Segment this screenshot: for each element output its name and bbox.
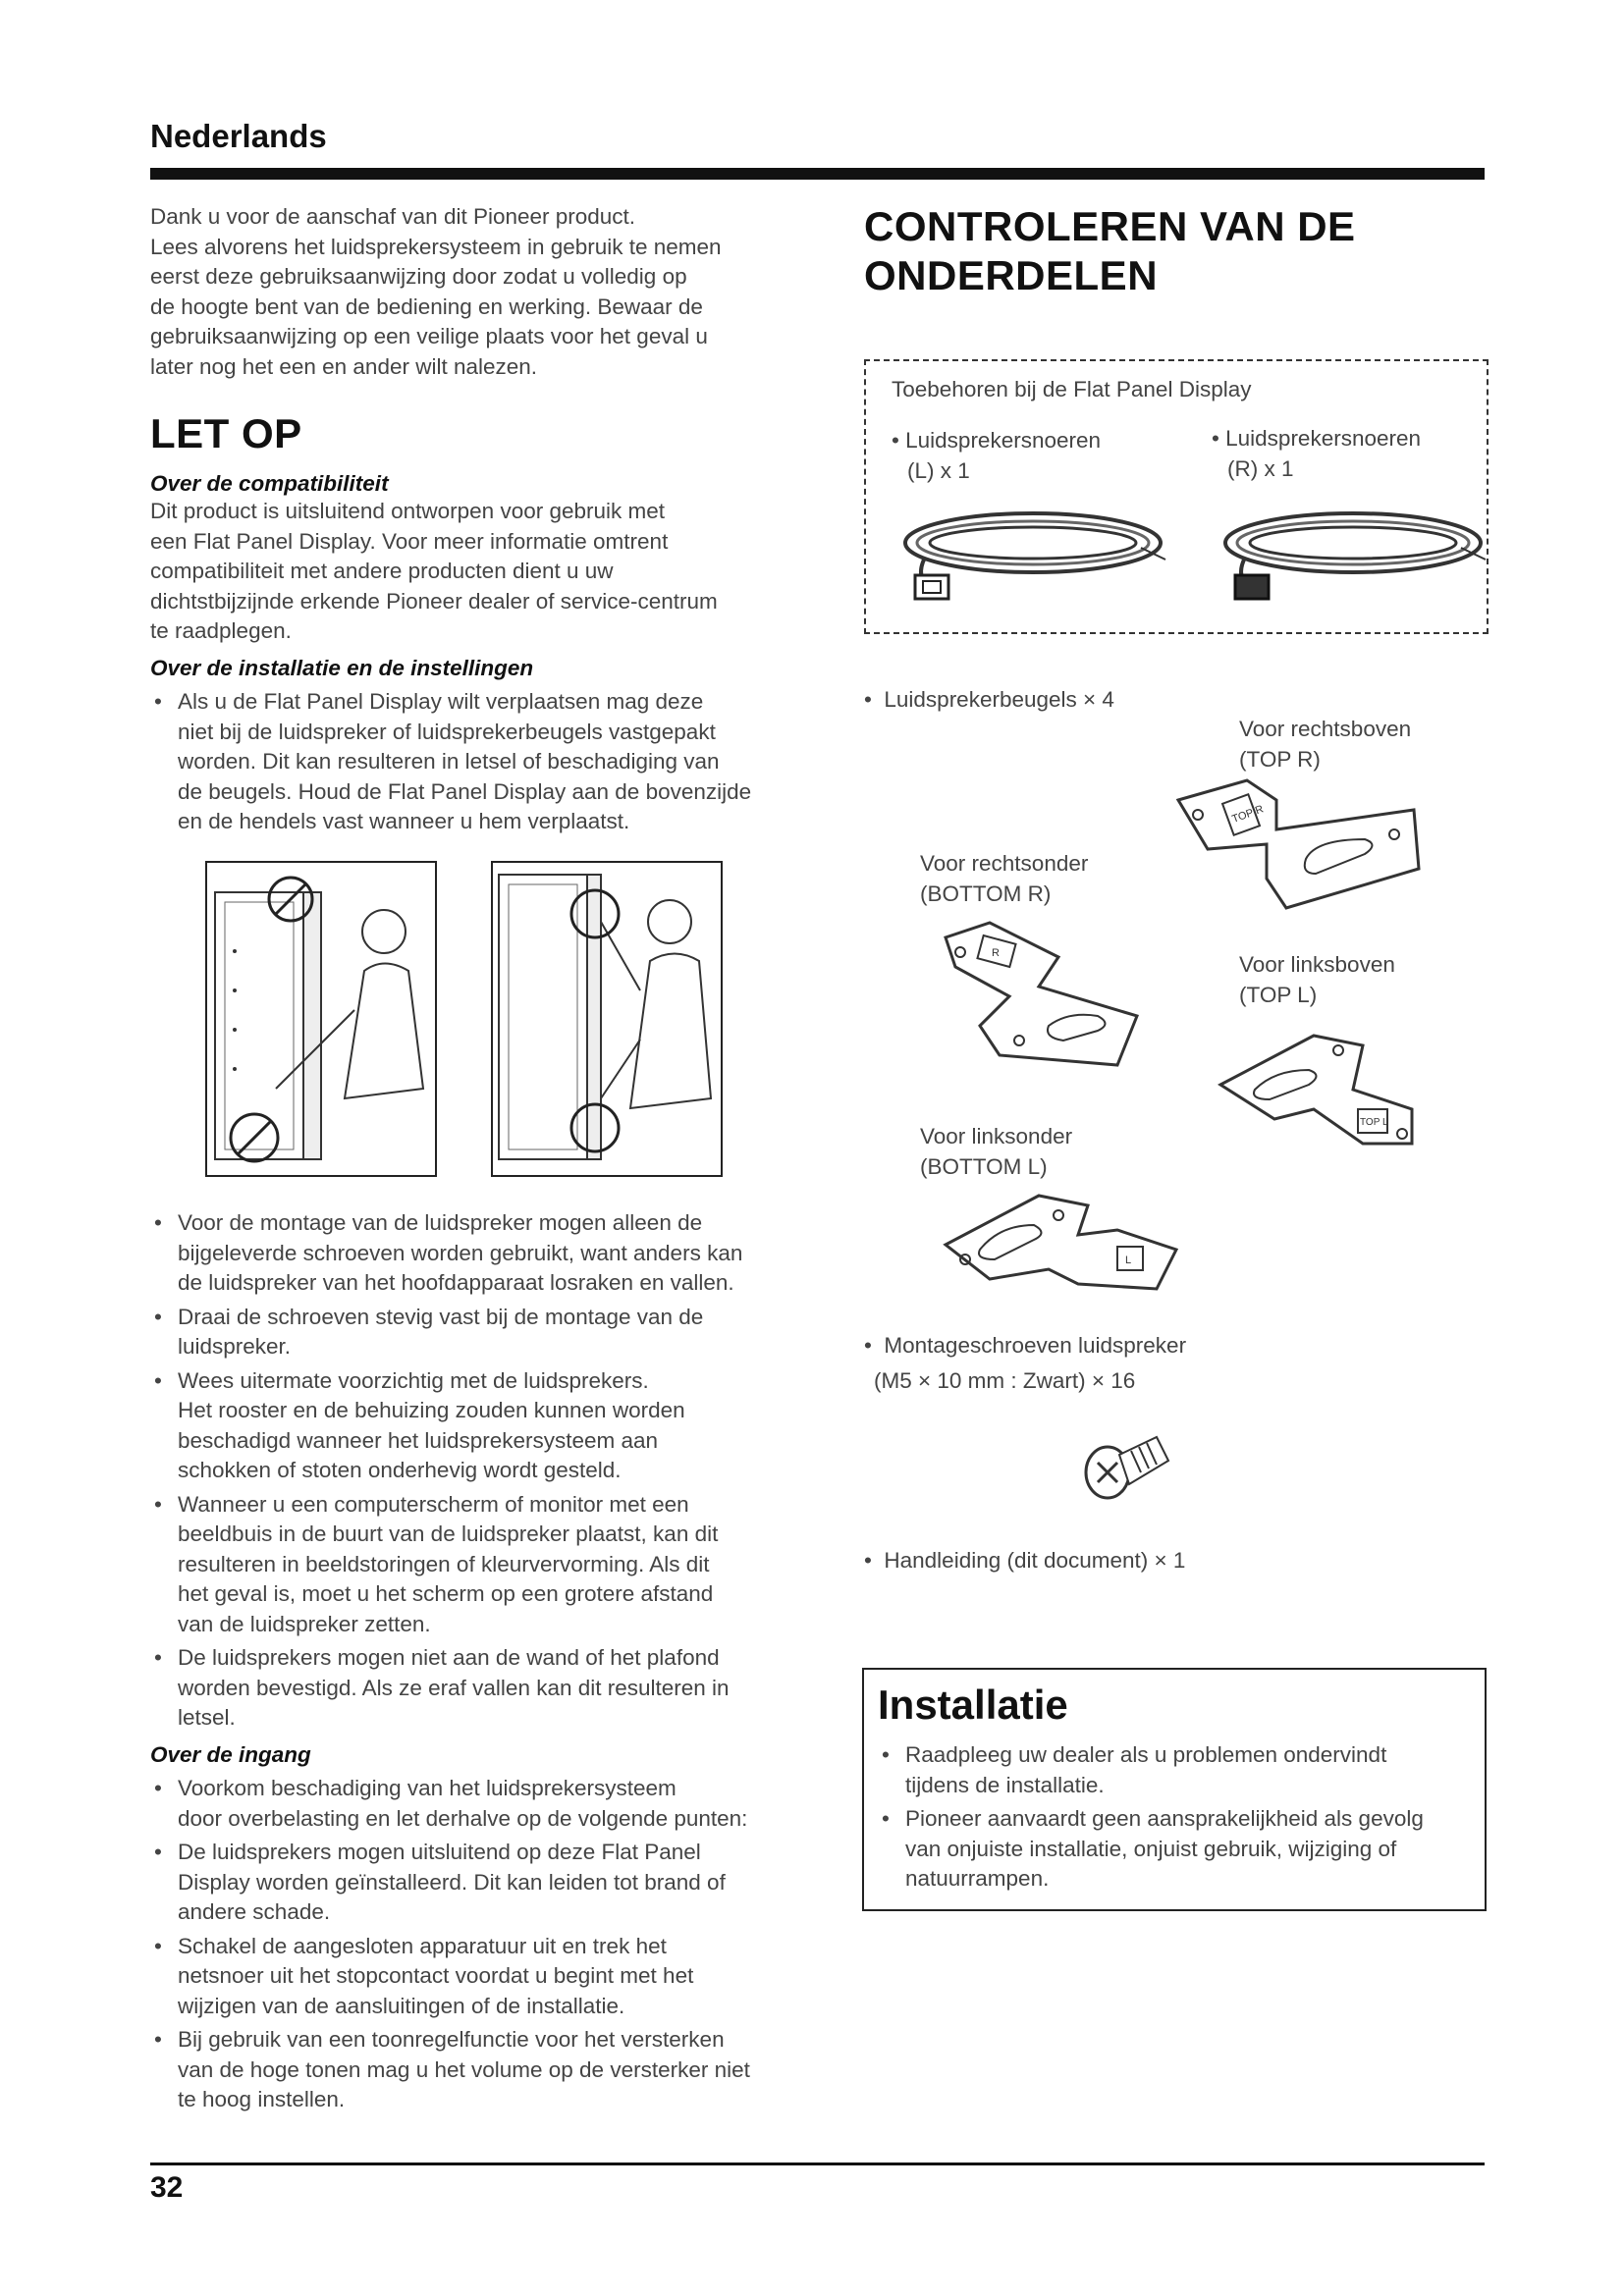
list-item-line: worden bevestigd. Als ze eraf vallen kan dit resulteren in <box>178 1675 730 1700</box>
bracket-bottom-r-line1: Voor rechtsonder <box>920 851 1089 876</box>
bracket-bottom-l-line1: Voor linksonder <box>920 1124 1073 1148</box>
list-item-line: • De luidsprekers mogen niet aan de wand of het plafond <box>178 1645 720 1670</box>
brackets-label: • Luidsprekerbeugels × 4 <box>864 687 1114 712</box>
text-line: compatibiliteit met andere producten dient u uw <box>150 559 614 583</box>
list-item-line: te hoog instellen. <box>178 2087 346 2111</box>
screw-icon <box>1080 1423 1173 1507</box>
text-line: de hoogte bent van de bediening en werking. Bewaar de <box>150 294 703 319</box>
cord-left-illustration <box>886 499 1170 607</box>
bracket-bottom-r-line2: (BOTTOM R) <box>920 881 1052 906</box>
list-item-line: het geval is, moet u het scherm op een grotere afstand <box>178 1581 714 1606</box>
bracket-bottom-l-label <box>920 1122 1072 1182</box>
bracket-bottom-l-illustration <box>941 1186 1186 1294</box>
language-heading: Nederlands <box>150 118 327 154</box>
list-item-line: Het rooster en de behuizing zouden kunnen worden <box>178 1398 685 1422</box>
figure-lift-wrong <box>205 861 437 1177</box>
text-line: Dit product is uitsluitend ontworpen voor gebruik met <box>150 499 666 523</box>
list-item-line: tijdens de installatie. <box>905 1772 1105 1797</box>
intro-text <box>150 202 788 382</box>
list-item-line: • Als u de Flat Panel Display wilt verplaatsen mag deze <box>178 689 704 714</box>
list-item-line: natuurrampen. <box>905 1866 1050 1891</box>
cord-right-illustration <box>1206 499 1490 607</box>
text-line: later nog het een en ander wilt nalezen. <box>150 353 538 379</box>
list-item <box>878 1740 1467 1800</box>
cord-right-line1: • Luidsprekersnoeren <box>1212 426 1422 451</box>
list-item-line: netsnoer uit het stopcontact voordat u begint met het <box>178 1963 694 1988</box>
text-line: Dank u voor de aanschaf van dit Pioneer product. <box>150 204 636 229</box>
figure-lift-right <box>491 861 723 1177</box>
accessories-box <box>864 359 1489 634</box>
text-line: Lees alvorens het luidsprekersysteem in gebruik te nemen <box>150 234 722 259</box>
bracket-top-l-mark: TOP L <box>1360 1117 1388 1128</box>
footer-rule <box>150 2163 1485 2165</box>
list-item-line: van onjuiste installatie, onjuist gebruik, wijziging of <box>905 1836 1397 1861</box>
cord-left-line1: • Luidsprekersnoeren <box>892 428 1102 453</box>
header-rule <box>150 168 1485 180</box>
list-item <box>150 2025 798 2115</box>
list-item-line: resulteren in beeldstoringen of kleurvervorming. Als dit <box>178 1551 710 1576</box>
list-item <box>150 687 798 837</box>
list-item <box>150 1774 798 1834</box>
bracket-top-r-line1: Voor rechtsboven <box>1239 717 1412 741</box>
list-item <box>150 1303 798 1362</box>
accessories-heading: Toebehoren bij de Flat Panel Display <box>892 377 1252 401</box>
screws-spec: (M5 × 10 mm : Zwart) × 16 <box>874 1368 1136 1393</box>
cord-right-line2: (R) x 1 <box>1227 455 1294 481</box>
installatie-bullets <box>878 1740 1467 1898</box>
list-item-line: • Wees uitermate voorzichtig met de luidsprekers. <box>178 1367 649 1393</box>
list-item-line: • Voor de montage van de luidspreker mogen alleen de <box>178 1210 703 1235</box>
page-number: 32 <box>150 2171 184 2204</box>
list-item-line: door overbelasting en let derhalve op de volgende punten: <box>178 1805 748 1831</box>
input-heading: Over de ingang <box>150 1742 311 1767</box>
bracket-top-l-label <box>1239 950 1395 1010</box>
bracket-bottom-r-mark: R <box>992 947 1000 959</box>
list-item-line: en de hendels vast wanneer u hem verplaatst. <box>178 809 630 833</box>
text-line: eerst deze gebruiksaanwijzing door zodat u volledig op <box>150 264 687 289</box>
cord-right-label <box>1212 424 1421 484</box>
list-item-line: de luidspreker van het hoofdapparaat losraken en vallen. <box>178 1270 734 1295</box>
bracket-top-r-illustration <box>1168 771 1424 913</box>
bracket-bottom-l-line2: (BOTTOM L) <box>920 1153 1048 1179</box>
list-item-line: • De luidsprekers mogen uitsluitend op deze Flat Panel <box>178 1840 701 1864</box>
compat-text <box>150 497 788 647</box>
list-item-line: van de hoge tonen mag u het volume op de versterker niet <box>178 2056 750 2082</box>
install-bullets-1 <box>150 687 798 841</box>
list-item-line: • Draai de schroeven stevig vast bij de montage van de <box>178 1304 704 1329</box>
installatie-box <box>862 1668 1487 1911</box>
lift-illustration-1 <box>207 863 435 1175</box>
list-item <box>150 1643 798 1734</box>
list-item-line: • Pioneer aanvaardt geen aansprakelijkheid als gevolg <box>905 1806 1424 1831</box>
list-item-line: • Bij gebruik van een toonregelfunctie voor het versterken <box>178 2027 725 2052</box>
install-heading: Over de installatie en de instellingen <box>150 656 534 680</box>
install-bullets-2 <box>150 1208 798 1737</box>
text-line: dichtstbijzijnde erkende Pioneer dealer of service-centrum <box>150 588 718 614</box>
check-title-line1: CONTROLEREN VAN DE <box>864 203 1356 249</box>
cord-left-line2: (L) x 1 <box>907 457 970 483</box>
list-item <box>150 1208 798 1299</box>
check-title <box>864 202 1356 300</box>
list-item-line: de beugels. Houd de Flat Panel Display aan de bovenzijde <box>178 778 752 804</box>
screws-label: • Montageschroeven luidspreker <box>864 1333 1187 1358</box>
list-item-line: • Raadpleeg uw dealer als u problemen ondervindt <box>905 1742 1387 1767</box>
text-line: te raadplegen. <box>150 618 292 643</box>
list-item <box>150 1490 798 1640</box>
list-item <box>150 1366 798 1486</box>
list-item-line: niet bij de luidspreker of luidsprekerbeugels vastgepakt <box>178 719 716 744</box>
list-item-line: • Voorkom beschadiging van het luidsprekersysteem <box>178 1776 677 1800</box>
text-line: een Flat Panel Display. Voor meer informatie omtrent <box>150 528 669 554</box>
input-bullets <box>150 1774 798 2119</box>
list-item-line: • Wanneer u een computerscherm of monitor met een <box>178 1491 689 1517</box>
bracket-top-l-line2: (TOP L) <box>1239 982 1318 1007</box>
let-op-title: LET OP <box>150 410 302 456</box>
bracket-top-r-line2: (TOP R) <box>1239 746 1321 772</box>
bracket-top-l-illustration <box>1216 1016 1432 1153</box>
list-item-line: andere schade. <box>178 1899 331 1924</box>
bracket-top-l-line1: Voor linksboven <box>1239 952 1395 977</box>
list-item-line: wijzigen van de aansluitingen of de installatie. <box>178 1993 625 2018</box>
list-item-line: letsel. <box>178 1705 236 1730</box>
bracket-top-r-mark: TOP R <box>1230 803 1266 826</box>
lift-illustration-2 <box>493 863 721 1175</box>
bracket-bottom-l-mark: L <box>1125 1255 1132 1266</box>
list-item-line: Display worden geïnstalleerd. Dit kan leiden tot brand of <box>178 1869 726 1895</box>
list-item-line: luidspreker. <box>178 1334 292 1359</box>
list-item-line: worden. Dit kan resulteren in letsel of beschadiging van <box>178 749 720 774</box>
list-item-line: beeldbuis in de buurt van de luidspreker plaatst, kan dit <box>178 1522 719 1546</box>
bracket-top-r-label <box>1239 715 1411 774</box>
text-line: gebruiksaanwijzing op een veilige plaats voor het geval u <box>150 324 708 348</box>
list-item-line: van de luidspreker zetten. <box>178 1611 431 1636</box>
list-item <box>878 1804 1467 1895</box>
list-item-line: bijgeleverde schroeven worden gebruikt, want anders kan <box>178 1240 743 1265</box>
manual-label: • Handleiding (dit document) × 1 <box>864 1548 1186 1573</box>
bracket-bottom-r-label <box>920 849 1088 909</box>
compat-heading: Over de compatibiliteit <box>150 471 389 496</box>
check-title-line2: ONDERDELEN <box>864 252 1159 298</box>
installatie-title: Installatie <box>878 1682 1068 1728</box>
cord-left-label <box>892 426 1101 486</box>
list-item-line: beschadigd wanneer het luidsprekersysteem aan <box>178 1427 659 1453</box>
bracket-bottom-r-illustration <box>941 918 1147 1075</box>
list-item <box>150 1838 798 1928</box>
list-item <box>150 1932 798 2022</box>
list-item-line: schokken of stoten onderhevig wordt gesteld. <box>178 1458 622 1482</box>
list-item-line: • Schakel de aangesloten apparatuur uit en trek het <box>178 1933 667 1958</box>
